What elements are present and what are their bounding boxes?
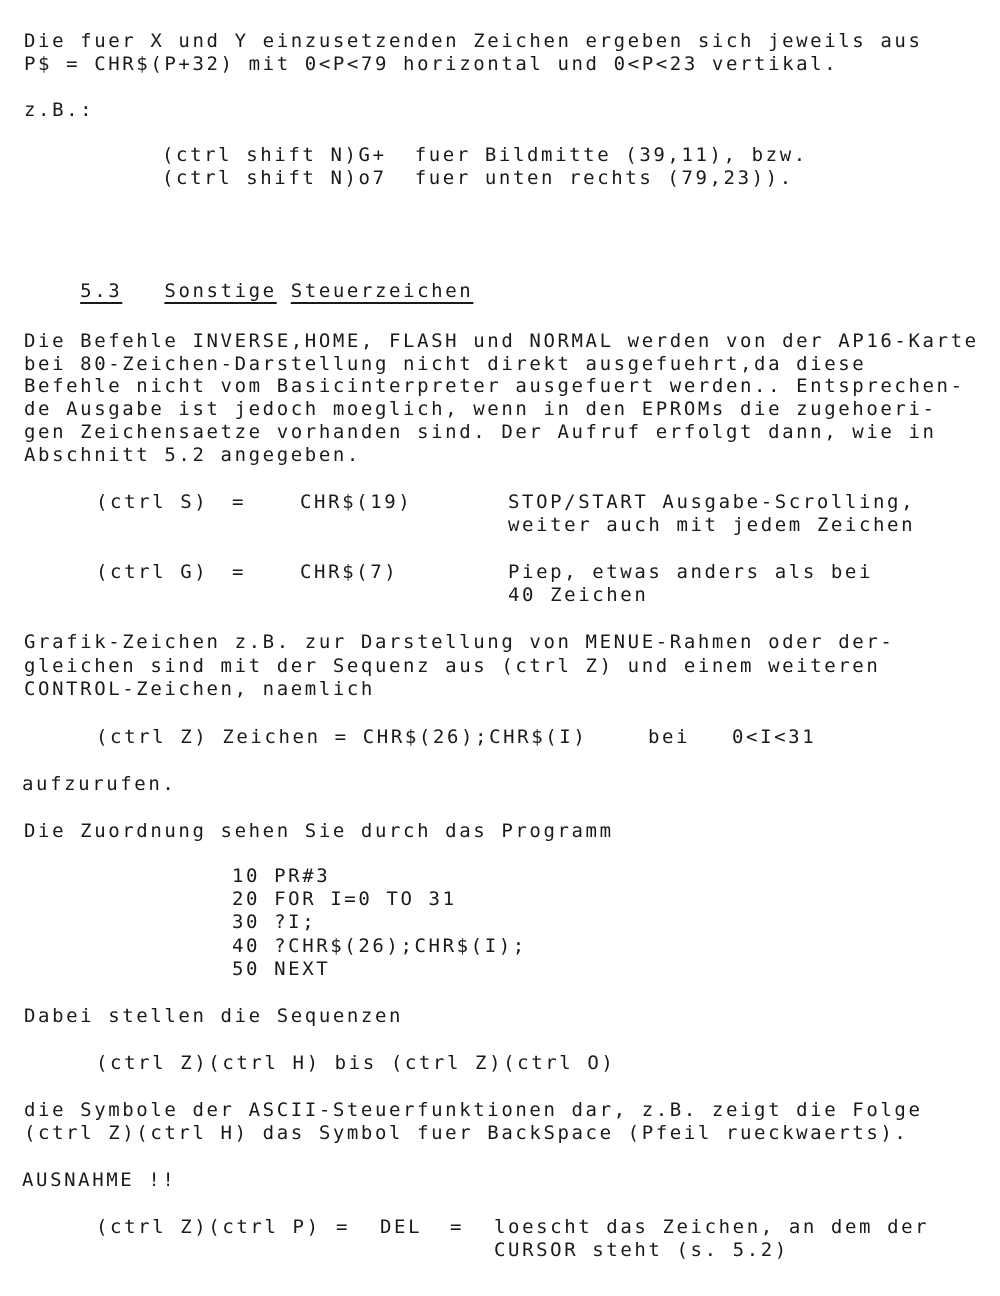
example-line-1: (ctrl shift N)G+ fuer Bildmitte (39,11), bzw. (162, 144, 808, 166)
paragraph-1-line-2: bei 80-Zeichen-Darstellung nicht direkt ausgefuehrt,da diese (24, 353, 867, 375)
intro-line-2: P$ = CHR$(P+32) mit 0<P<79 horizontal und 0<P<23 vertikal. (24, 53, 839, 75)
section-title-word-1: Sonstige (164, 280, 277, 302)
paragraph-2-line-2: gleichen sind mit der Sequenz aus (ctrl Z) und einem weiteren (24, 655, 881, 677)
ctrl-s-desc-1: STOP/START Ausgabe-Scrolling, (508, 491, 916, 513)
program-line-30: 30 ?I; (232, 911, 317, 933)
del-eq-1: = (336, 1216, 351, 1238)
section-title-word-2: Steuerzeichen (290, 280, 474, 302)
program-line-20: 20 FOR I=0 TO 31 (232, 888, 457, 910)
dabei-text: Dabei stellen die Sequenzen (24, 1005, 404, 1027)
paragraph-2-line-3: CONTROL-Zeichen, naemlich (24, 678, 375, 700)
del-desc-2: CURSOR steht (s. 5.2) (494, 1239, 789, 1261)
formula-expression: (ctrl Z) Zeichen = CHR$(26);CHR$(I) (96, 726, 588, 748)
sequence-range: (ctrl Z)(ctrl H) bis (ctrl Z)(ctrl O) (96, 1052, 616, 1074)
program-line-50: 50 NEXT (232, 958, 331, 980)
paragraph-1-line-4: de Ausgabe ist jedoch moeglich, wenn in den EPROMs die zugehoeri- (24, 398, 937, 420)
example-label: z.B.: (24, 99, 95, 121)
ctrl-g-desc-1: Piep, etwas anders als bei (508, 561, 874, 583)
aufzurufen-text: aufzurufen. (22, 773, 177, 795)
paragraph-1-line-6: Abschnitt 5.2 angegeben. (24, 444, 361, 466)
del-eq-2: = (450, 1216, 465, 1238)
del-desc-1: loescht das Zeichen, an dem der (494, 1216, 930, 1238)
del-code: DEL (380, 1216, 423, 1238)
paragraph-1-line-3: Befehle nicht vom Basicinterpreter ausgefuert werden.. Entsprechen- (24, 375, 965, 397)
zuordnung-text: Die Zuordnung sehen Sie durch das Programm (24, 820, 614, 842)
formula-condition-word: bei (648, 726, 691, 748)
ctrl-g-key: (ctrl G) (96, 561, 209, 583)
intro-line-1: Die fuer X und Y einzusetzenden Zeichen ergeben sich jeweils aus (24, 30, 923, 52)
ctrl-s-key: (ctrl S) (96, 491, 209, 513)
ctrl-g-eq: = (232, 561, 247, 583)
program-line-40: 40 ?CHR$(26);CHR$(I); (232, 935, 527, 957)
del-key: (ctrl Z)(ctrl P) (96, 1216, 321, 1238)
ctrl-g-desc-2: 40 Zeichen (508, 584, 649, 606)
exception-heading: AUSNAHME !! (22, 1169, 177, 1191)
section-number: 5.3 (80, 280, 123, 302)
paragraph-3-line-1: die Symbole der ASCII-Steuerfunktionen dar, z.B. zeigt die Folge (24, 1099, 923, 1121)
paragraph-1-line-5: gen Zeichensaetze vorhanden sind. Der Aufruf erfolgt dann, wie in (24, 421, 937, 443)
ctrl-s-code: CHR$(19) (300, 491, 413, 513)
paragraph-1-line-1: Die Befehle INVERSE,HOME, FLASH und NORMAL werden von der AP16-Karte (24, 330, 979, 352)
paragraph-3-line-2: (ctrl Z)(ctrl H) das Symbol fuer BackSpace (Pfeil rueckwaerts). (24, 1122, 909, 1144)
section-heading (24, 258, 473, 324)
ctrl-g-code: CHR$(7) (300, 561, 399, 583)
example-line-2: (ctrl shift N)o7 fuer unten rechts (79,23)). (162, 167, 794, 189)
formula-condition: 0<I<31 (732, 726, 817, 748)
paragraph-2-line-1: Grafik-Zeichen z.B. zur Darstellung von MENUE-Rahmen oder der- (24, 631, 895, 653)
ctrl-s-eq: = (232, 491, 247, 513)
program-line-10: 10 PR#3 (232, 865, 331, 887)
ctrl-s-desc-2: weiter auch mit jedem Zeichen (508, 514, 916, 536)
